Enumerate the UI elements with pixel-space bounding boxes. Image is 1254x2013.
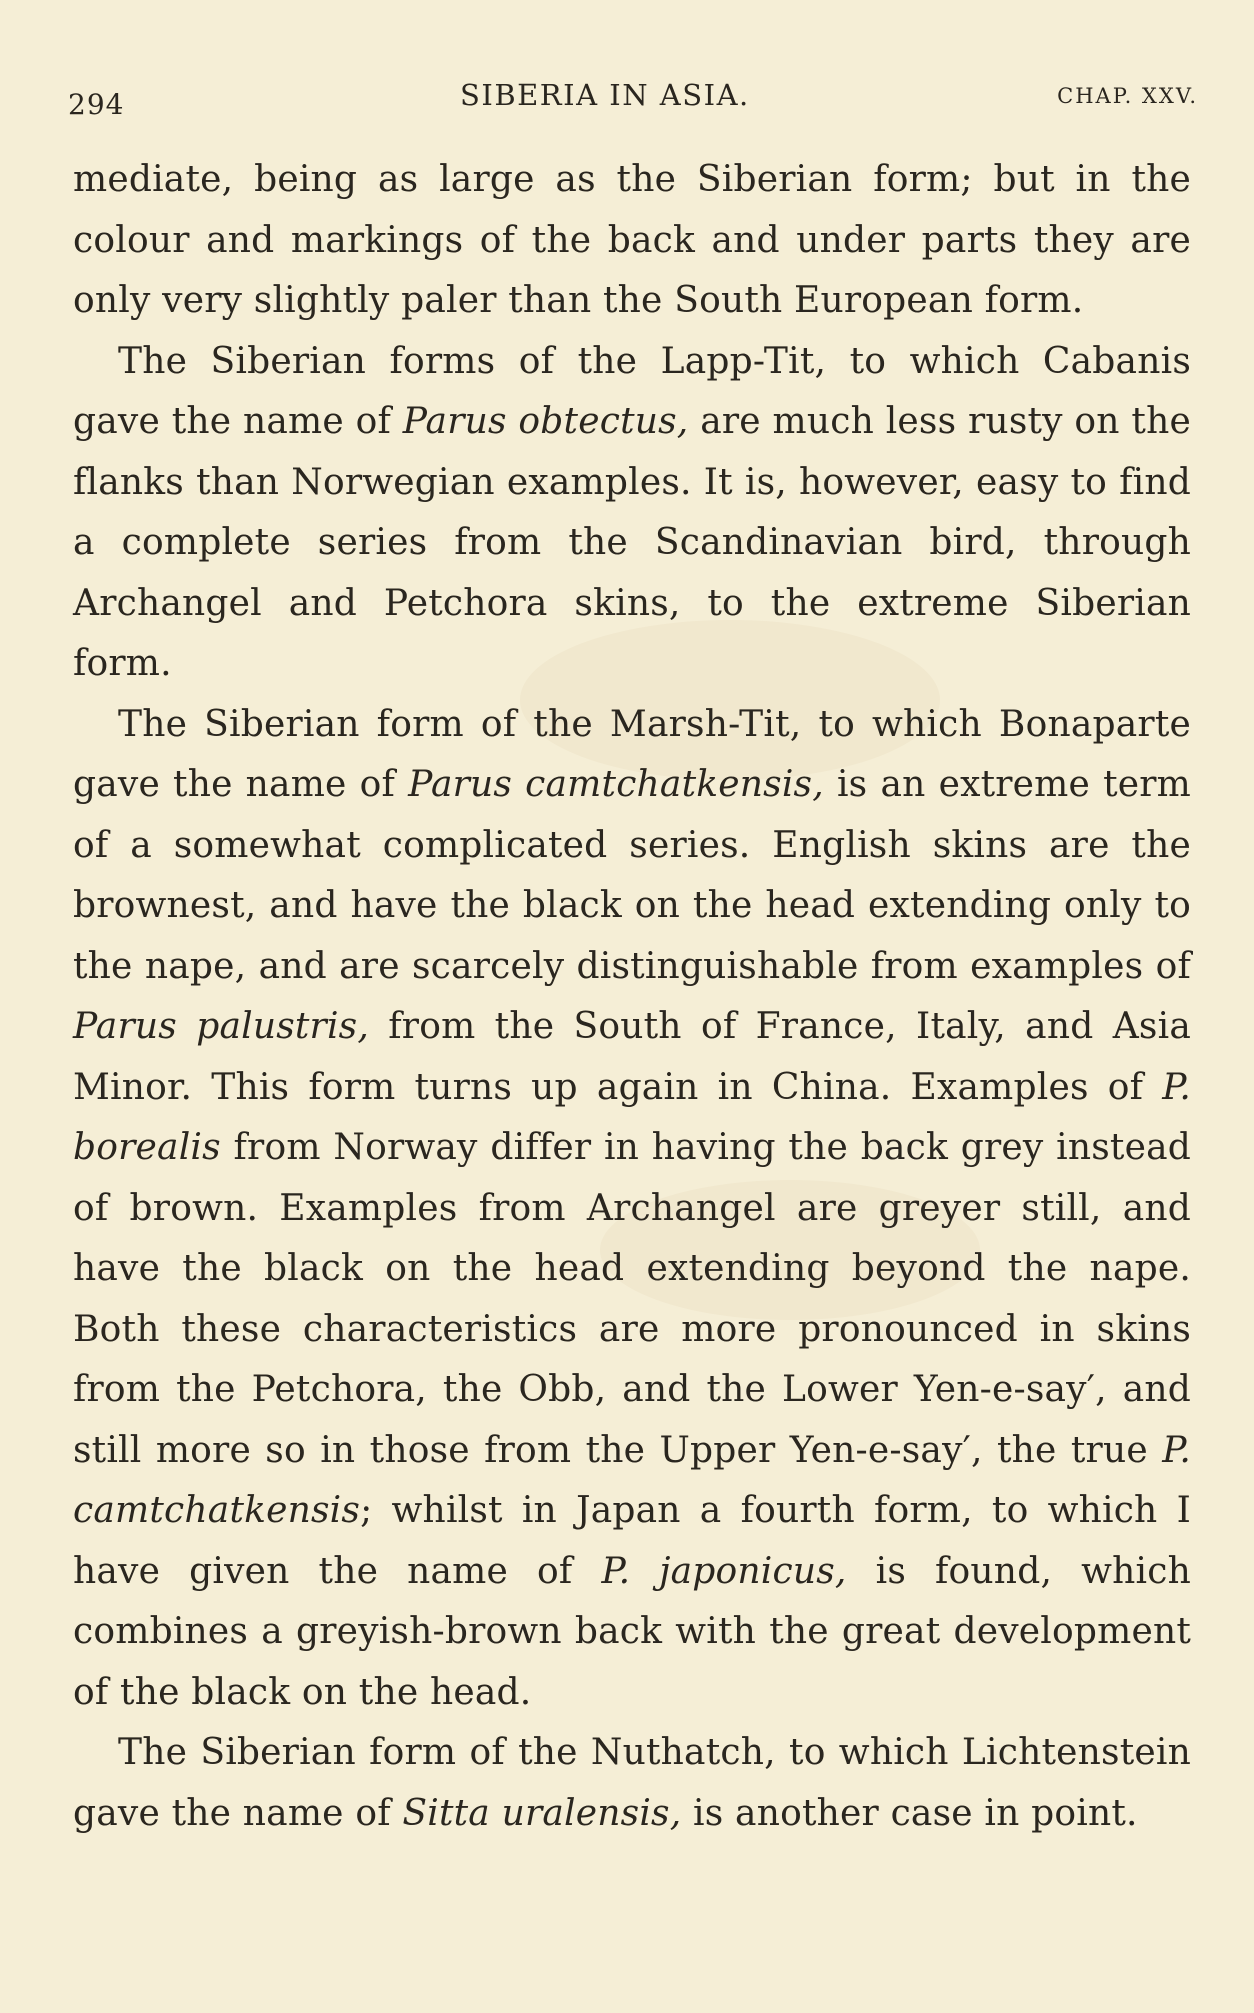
text-run: from Norway differ in having the back grey instead of brown. Examples from Archangel are greyer still, and have the black on the head extending beyond the nape. Both these characteristics are more pronounced in skins from the Petchora, the Obb, and the Lower Yen-e-say′, and still more so in those from the Upper Yen-e-say′, the true: [73, 1127, 1191, 1471]
paragraph: [73, 332, 1191, 695]
text-run: is another case in point.: [681, 1792, 1138, 1834]
text-run: The Siberian form of the Marsh-Tit, to which Bonaparte gave the name of: [73, 703, 1191, 805]
species-name: P. japonicus,: [601, 1550, 847, 1592]
text-run: The Siberian form of the Nuthatch, to which Lichtenstein gave the name of: [73, 1732, 1191, 1834]
species-name: P. borealis: [73, 1066, 1191, 1168]
text-run: ; whilst in Japan a fourth form, to which I have given the name of: [73, 1490, 1191, 1592]
page-number: 294: [68, 88, 125, 121]
text-run: The Siberian forms of the Lapp-Tit, to which Cabanis gave the name of: [73, 340, 1191, 442]
body-text: [73, 150, 1191, 1844]
running-header: [68, 78, 1198, 121]
text-run: is an extreme term of a somewhat complicated series. English skins are the brownest, and have the black on the head extending only to the nape, and are scarcely distinguishable from examples of: [73, 764, 1192, 987]
species-name: Parus obtectus,: [402, 401, 689, 442]
chapter-label: CHAP. XXV.: [1057, 84, 1198, 108]
running-title: SIBERIA IN ASIA.: [460, 78, 750, 112]
text-run: mediate, being as large as the Siberian form; but in the colour and markings of the back and under parts they are only very slightly paler than the South European form.: [73, 159, 1191, 321]
species-name: Parus camtchatkensis,: [408, 764, 824, 805]
species-name: P. camtchatkensis: [73, 1429, 1191, 1531]
text-run: is found, which combines a greyish-brown back with the great development of the black on the head.: [73, 1550, 1191, 1713]
paragraph: [73, 695, 1191, 1724]
species-name: Sitta uralensis,: [402, 1792, 682, 1834]
species-name: Parus palustris,: [73, 1006, 369, 1047]
paragraph: [73, 150, 1191, 332]
text-run: from the South of France, Italy, and Asia Minor. This form turns up again in China. Examples of: [73, 1006, 1191, 1108]
paragraph: [73, 1723, 1191, 1844]
text-run: are much less rusty on the flanks than Norwegian examples. It is, however, easy to find a complete series from the Scandinavian bird, through Archangel and Petchora skins, to the extreme Siberian form.: [73, 401, 1191, 684]
